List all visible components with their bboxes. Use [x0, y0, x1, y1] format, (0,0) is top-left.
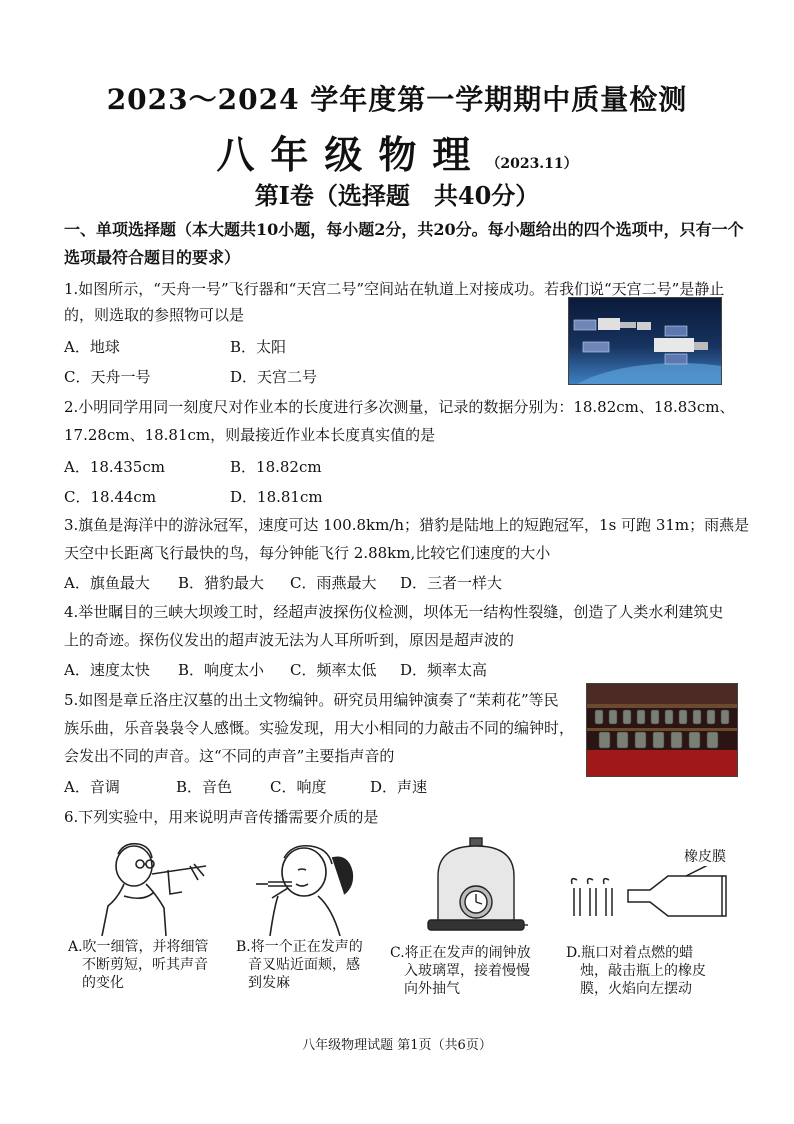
figure-b-caption-1: B.将一个正在发声的: [236, 939, 363, 955]
q3-option-c: C．雨燕最大: [290, 574, 377, 592]
q5-option-c: C．响度: [270, 778, 327, 796]
figure-b-caption-3: 到发麻: [248, 975, 290, 991]
page-footer: 八年级物理试题 第1页（共6页）: [302, 1038, 492, 1053]
figure-a-caption-1: A.吹一细管，并将细管: [68, 939, 209, 955]
figure-d-caption-2: 烛，敲击瓶上的橡皮: [580, 963, 706, 979]
q5-line3: 会发出不同的声音。这“不同的声音”主要指声音的: [64, 747, 395, 765]
q1-line2: 的，则选取的参照物可以是: [64, 306, 245, 324]
q1-option-c: C．天舟一号: [64, 368, 151, 386]
q3-line2: 天空中长距离飞行最快的鸟，每分钟能飞行 2.88km,比较它们速度的大小: [64, 544, 551, 562]
q5-line2: 族乐曲，乐音袅袅令人感慨。实验发现，用大小相同的力敲击不同的编钟时，: [64, 719, 575, 737]
q3-option-d: D．三者一样大: [400, 574, 503, 592]
q5-line1: 5.如图是章丘洛庄汉墓的出土文物编钟。研究员用编钟演奏了“茉莉花”等民: [64, 691, 559, 709]
subject-title: [0, 124, 794, 179]
figure-a-caption-2: 不断剪短，听其声音: [82, 957, 208, 973]
figure-b-caption-2: 音叉贴近面颊，感: [248, 957, 360, 973]
figure-a-blowing-tube: [94, 836, 214, 936]
volume-title: 第Ⅰ卷（选择题 共40分）: [254, 181, 540, 210]
figure-c-bell-jar: [424, 836, 528, 938]
q1-option-d: D．天宫二号: [230, 368, 318, 386]
q2-option-d: D．18.81cm: [230, 488, 323, 506]
q2-option-a: A．18.435cm: [64, 458, 165, 476]
q2-option-b: B．18.82cm: [230, 458, 322, 476]
spacecraft-docking-photo: [568, 297, 722, 385]
q3-option-b: B．猎豹最大: [178, 574, 265, 592]
figure-d-candles-bottle: [568, 866, 728, 926]
q4-option-c: C．频率太低: [290, 661, 377, 679]
q4-option-d: D．频率太高: [400, 661, 488, 679]
figure-c-caption-3: 向外抽气: [404, 981, 460, 997]
q1-option-b: B．太阳: [230, 338, 287, 356]
q2-option-c: C．18.44cm: [64, 488, 157, 506]
exam-date: （2023.11）: [486, 156, 578, 172]
exam-title: 2023～2024 学年度第一学期期中质量检测: [106, 83, 688, 116]
q3-option-a: A．旗鱼最大: [64, 574, 150, 592]
q4-option-a: A．速度太快: [64, 661, 150, 679]
q5-option-b: B．音色: [176, 778, 233, 796]
q4-option-b: B．响度太小: [178, 661, 265, 679]
subject-name: 八年级物理: [216, 132, 487, 177]
q3-line1: 3.旗鱼是海洋中的游泳冠军，速度可达 100.8km/h；猎豹是陆地上的短跑冠军，1s 可跑 31m；雨燕是: [64, 516, 750, 534]
chime-bells-photo: [586, 683, 738, 777]
figure-a-caption-3: 的变化: [82, 975, 124, 991]
q4-line1: 4.举世瞩目的三峡大坝竣工时，经超声波探伤仪检测，坝体无一结构性裂缝，创造了人类水利建筑史: [64, 603, 724, 621]
figure-d-caption-3: 膜，火焰向左摆动: [580, 981, 692, 997]
q5-option-d: D．声速: [370, 778, 428, 796]
q6-line1: 6.下列实验中，用来说明声音传播需要介质的是: [64, 808, 379, 826]
figure-c-caption-1: C.将正在发声的闹钟放: [390, 945, 531, 961]
q5-option-a: A．音调: [64, 778, 120, 796]
q2-line2: 17.28cm、18.81cm，则最接近作业本长度真实值的是: [64, 426, 436, 444]
q1-line1: 1.如图所示，“天舟一号”飞行器和“天宫二号”空间站在轨道上对接成功。若我们说“天宫二号”是静止: [64, 280, 725, 298]
figure-d-caption-1: D.瓶口对着点燃的蜡: [566, 945, 694, 961]
figure-c-caption-2: 入玻璃罩，接着慢慢: [404, 963, 530, 979]
q4-line2: 上的奇迹。探伤仪发出的超声波无法为人耳所听到，原因是超声波的: [64, 631, 515, 649]
q1-option-a: A．地球: [64, 338, 120, 356]
membrane-label: 橡皮膜: [684, 849, 726, 865]
section-heading: 一、单项选择题（本大题共10小题，每小题2分，共20分。每小题给出的四个选项中，只有一个选项最符合题目的要求）: [64, 220, 744, 267]
figure-b-tuning-fork: [248, 838, 368, 936]
q2-line1: 2.小明同学用同一刻度尺对作业本的长度进行多次测量，记录的数据分别为：18.82cm、18.83cm、: [64, 398, 735, 416]
